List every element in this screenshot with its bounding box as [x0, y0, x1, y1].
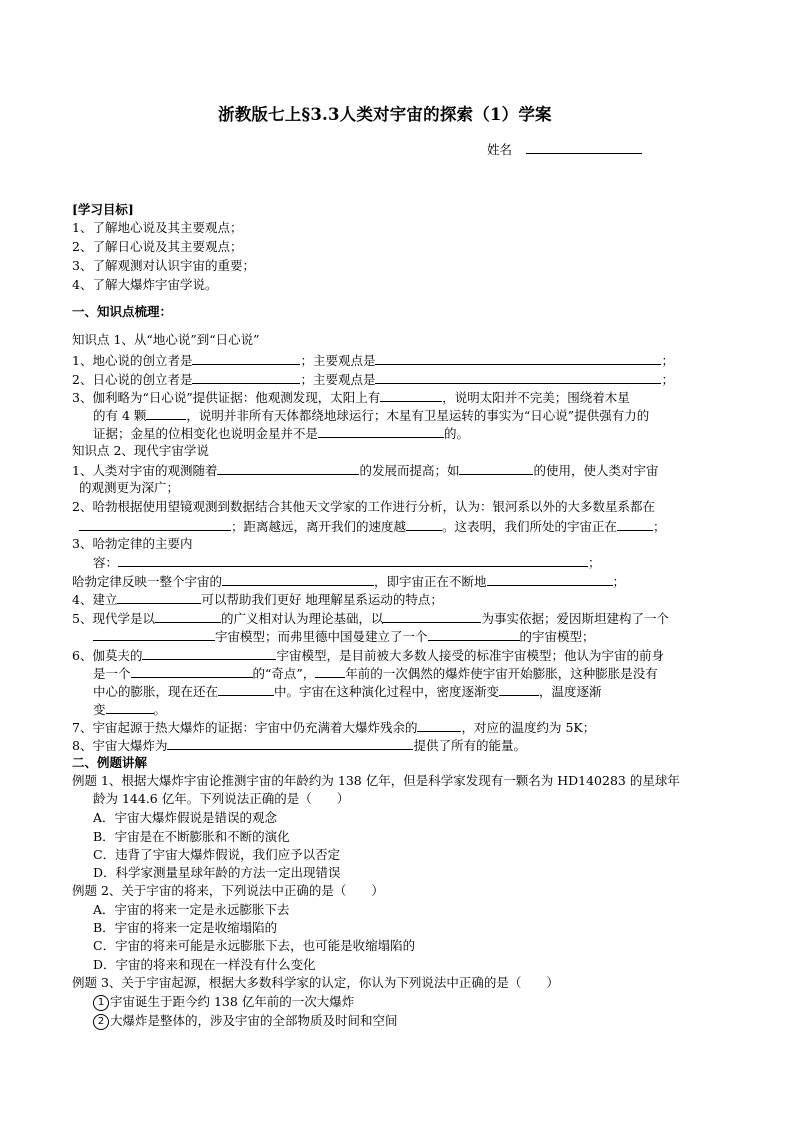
example2-option: D．宇宙的将来和现在一样没有什么变化 — [93, 957, 316, 972]
name-row — [487, 140, 642, 159]
example2-option: B．宇宙的将来一定是收缩塌陷的 — [93, 920, 278, 935]
kp2-line7-cont2: 中心的膨胀，现在还在 中。宇宙在这种演化过程中，密度逐渐变 ，温度逐渐 — [93, 684, 602, 699]
blank[interactable] — [146, 406, 186, 420]
kp2-line7-cont3: 变 。 — [93, 702, 167, 717]
objectives-heading: [学习目标] — [72, 202, 134, 217]
blank[interactable] — [106, 700, 154, 714]
kp2-line9: 8、宇宙大爆炸为 提供了所有的能量。 — [72, 738, 526, 753]
section1-heading: 一、知识点梳理： — [72, 304, 173, 319]
blank[interactable] — [459, 461, 533, 475]
kp2-line1: 1、人类对宇宙的观测随着 的发展而提高；如 的使用，使人类对宇宙 — [72, 463, 659, 478]
name-blank[interactable] — [526, 140, 642, 154]
kp1-line3-cont2: 证据；金星的位相变化也说明金星并不是 的。 — [93, 426, 470, 441]
blank[interactable] — [118, 553, 588, 567]
kp1-line3: 3、伽利略为“日心说”提供证据：他观测发现，太阳上有 ，说明太阳并不完美；围绕着木星 — [72, 390, 630, 405]
example1-option: A．宇宙大爆炸假说是错误的观念 — [93, 810, 278, 825]
example2-option: C．宇宙的将来可能是永远膨胀下去，也可能是收缩塌陷的 — [93, 938, 416, 953]
kp2-line1-cont: 的观测更为深广； — [79, 480, 180, 495]
kp2-line6: 5、现代学是以 的广义相对认为理论基础，以 为事实依据；爱因斯坦建构了一个 — [72, 611, 669, 626]
kp2-line2-cont: ；距离越远，离开我们的速度越 。这表明，我们所处的宇宙正在 ； — [79, 517, 666, 536]
kp2-line3-cont: 容： ； — [93, 555, 601, 570]
kp2-line7-cont: 是一个 的“奇点”， 年前的一次偶然的爆炸使宇宙开始膨胀，这种膨胀是没有 — [93, 666, 658, 681]
kp1-line3-cont: 的有 4 颗 ，说明并非所有天体都绕地球运行；木星有卫星运转的事实为“日心说”提供强有力的 — [93, 408, 650, 423]
objective-item: 4、了解大爆炸宇宙学说。 — [72, 277, 218, 292]
blank[interactable] — [218, 682, 274, 696]
example3-item: 2 大爆炸是整体的，涉及宇宙的全部物质及时间和空间 — [93, 1012, 398, 1030]
example1-option: B．宇宙是在不断膨胀和不断的演化 — [93, 829, 290, 844]
blank[interactable] — [117, 590, 201, 604]
blank[interactable] — [93, 627, 215, 641]
example2-option: A．宇宙的将来一定是永远膨胀下去 — [93, 902, 290, 917]
blank[interactable] — [380, 388, 442, 402]
example1-question: 例题 1、根据大爆炸宇宙论推测宇宙的年龄约为 138 亿年，但是科学家发现有一颗名为 HD140283 的星球年 — [72, 773, 680, 788]
page-title: 浙教版七上§3.3人类对宇宙的探索（1）学案 — [218, 105, 552, 124]
section2-heading: 二、例题讲解 — [72, 755, 148, 770]
blank[interactable] — [617, 517, 653, 531]
blank[interactable] — [428, 627, 520, 641]
kp2-line8: 7、宇宙起源于热大爆炸的证据：宇宙中仍充满着大爆炸残余的 ，对应的温度约为 5K； — [72, 720, 596, 735]
blank[interactable] — [222, 572, 374, 586]
blank[interactable] — [487, 572, 613, 586]
kp1-line1: 1、地心说的创立者是 ；主要观点是 ； — [72, 353, 674, 368]
kp2-line2: 2、哈勃根据使用望镜观测到数据结合其他天文学家的工作进行分析，认为：银河系以外的大多数星系都在 — [72, 499, 655, 514]
blank[interactable] — [417, 718, 461, 732]
example3-question: 例题 3、关于宇宙起源，根据大多数科学家的认定，你认为下列说法中正确的是（ ） — [72, 975, 559, 990]
circled-number: 1 — [93, 995, 109, 1011]
blank[interactable] — [217, 461, 359, 475]
kp1-line2: 2、日心说的创立者是 ；主要观点是 ； — [72, 372, 674, 387]
blank[interactable] — [383, 609, 481, 623]
example2-question: 例题 2、关于宇宙的将来，下列说法中正确的是（ ） — [72, 883, 384, 898]
example3-item: 1 宇宙诞生于距今约 138 亿年前的一次大爆炸 — [93, 993, 354, 1011]
blank[interactable] — [499, 682, 539, 696]
blank[interactable] — [375, 370, 661, 384]
name-label: 姓名 — [487, 142, 513, 157]
kp2-title: 知识点 2、现代宇宙学说 — [72, 443, 209, 458]
objective-item: 1、了解地心说及其主要观点； — [72, 220, 243, 235]
example1-option: D．科学家测量星球年龄的方法一定出现错误 — [93, 865, 341, 880]
blank[interactable] — [131, 664, 253, 678]
kp1-title: 知识点 1、从“地心说”到“日心说” — [72, 332, 260, 347]
kp2-line3: 3、哈勃定律的主要内 — [72, 536, 193, 551]
example1-option: C．违背了宇宙大爆炸假说，我们应予以否定 — [93, 847, 341, 862]
blank[interactable] — [375, 351, 661, 365]
kp2-line5: 4、建立 可以帮助我们更好 地理解星系运动的特点； — [72, 592, 443, 607]
example1-question-cont: 龄为 144.6 亿年。下列说法正确的是（ ） — [93, 791, 350, 806]
blank[interactable] — [192, 351, 300, 365]
objective-item: 3、了解观测对认识宇宙的重要； — [72, 258, 255, 273]
objective-item: 2、了解日心说及其主要观点； — [72, 239, 243, 254]
kp2-line7: 6、伽莫夫的 宇宙模型，是目前被大多数人接受的标准宇宙模型；他认为宇宙的前身 — [72, 648, 664, 663]
blank[interactable] — [79, 517, 231, 531]
kp2-line6-cont: 宇宙模型；而弗里德中国曼建立了一个 的宇宙模型； — [93, 627, 595, 646]
blank[interactable] — [155, 609, 221, 623]
kp2-line4: 哈勃定律反映一整个宇宙的 ，即宇宙正在不断地 ； — [72, 574, 626, 589]
blank[interactable] — [142, 646, 276, 660]
blank[interactable] — [315, 664, 345, 678]
blank[interactable] — [192, 370, 300, 384]
blank[interactable] — [318, 424, 444, 438]
blank[interactable] — [406, 517, 442, 531]
circled-number: 2 — [93, 1014, 109, 1030]
blank[interactable] — [167, 736, 413, 750]
